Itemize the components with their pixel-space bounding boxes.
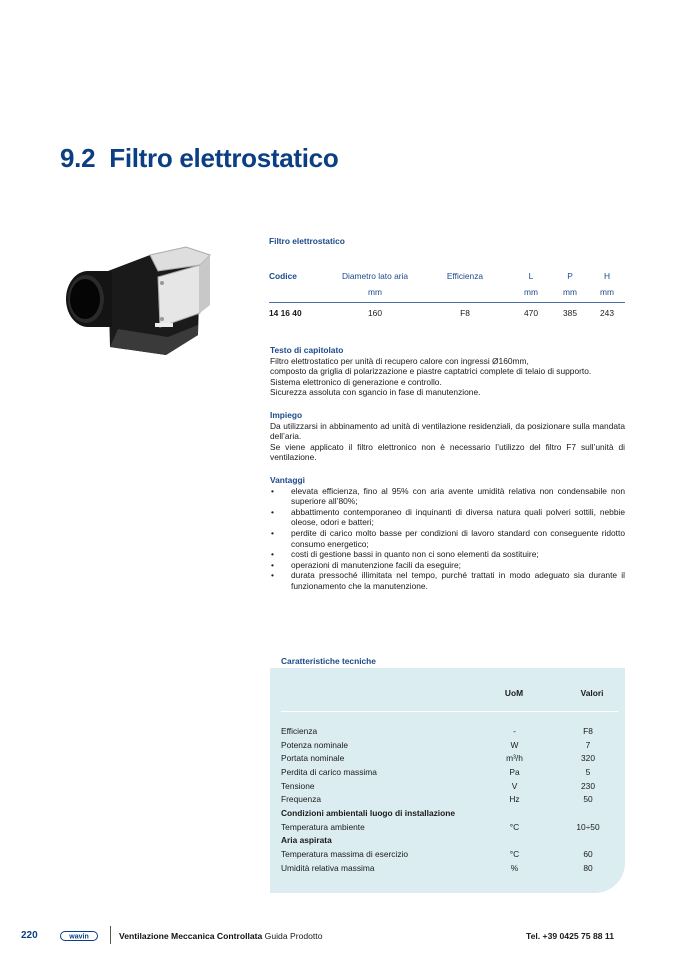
tech-value: 5: [585, 766, 591, 777]
list-item: • operazioni di manutenzione facili da eseguire;: [270, 560, 625, 571]
tech-value: 50: [583, 794, 593, 805]
tech-uom: Hz: [509, 794, 520, 805]
list-item: • perdite di carico molto basse per condizioni di lavoro standard con conseguente ridotto consumo energetico;: [270, 528, 625, 549]
cell-p: 385: [563, 308, 577, 318]
tech-label: Efficienza: [281, 725, 318, 736]
unit-codice: [269, 287, 331, 303]
tech-value: 320: [581, 753, 595, 764]
list-item: • costi di gestione bassi in quanto non ci sono elementi da sostituire;: [270, 549, 625, 560]
impiego-heading: Impiego: [270, 410, 303, 420]
capitolato-line: composto da griglia di polarizzazione e piastre captatrici complete di telaio di supporto.: [270, 366, 592, 377]
footer-title: [119, 931, 322, 941]
table-row: [281, 861, 618, 875]
unit-diametro: mm: [331, 287, 419, 303]
tech-label: Portata nominale: [281, 753, 345, 764]
header-l: L: [528, 271, 534, 281]
tech-section-label: Aria aspirata: [281, 835, 332, 846]
product-photo: [58, 243, 216, 365]
tech-uom: m³/h: [506, 753, 523, 764]
tech-label: Perdita di carico massima: [281, 766, 377, 777]
table-row: [281, 779, 618, 793]
tech-uom: %: [510, 862, 519, 873]
code-table-header: [269, 265, 625, 287]
tech-uom: Pa: [509, 766, 520, 777]
tech-uom: W: [510, 739, 519, 750]
capitolato-line: Sistema elettronico di generazione e controllo.: [270, 376, 442, 387]
tech-uom: V: [511, 780, 518, 791]
footer-title-rest: Guida Prodotto: [264, 931, 323, 941]
table-row: [281, 847, 618, 861]
table-row: [269, 303, 625, 324]
table-section-row: [281, 834, 618, 848]
tech-section-label: Condizioni ambientali luogo di installazione: [281, 807, 456, 818]
tech-label: Temperatura ambiente: [281, 821, 365, 832]
capitolato-line: Filtro elettrostatico per unità di recupero calore con ingressi Ø160mm,: [270, 355, 529, 366]
chapter-name: Filtro elettrostatico: [109, 143, 339, 173]
list-item: • durata pressoché illimitata nel tempo, purché trattati in modo adeguato sia durante il funzionamento che la manutenzione.: [270, 570, 625, 591]
table-row: [281, 751, 618, 765]
header-h: H: [603, 271, 611, 281]
tech-label: Potenza nominale: [281, 739, 349, 750]
chapter-number: 9.2: [60, 143, 96, 173]
cell-efficienza: F8: [460, 308, 470, 318]
tech-value: 10÷50: [576, 821, 600, 832]
header-diametro: Diametro lato aria: [341, 271, 409, 281]
tech-label: Tensione: [281, 780, 315, 791]
tech-divider: [281, 711, 618, 712]
tech-label: Temperatura massima di esercizio: [281, 849, 409, 860]
unit-p: mm: [551, 287, 589, 303]
capitolato-line: Sicurezza assoluta con sgancio in fase di manutenzione.: [270, 387, 481, 398]
table-row: [281, 820, 618, 834]
header-codice: Codice: [269, 271, 297, 281]
impiego-section: [270, 410, 625, 463]
capitolato-section: [270, 345, 625, 398]
impiego-paragraph: Da utilizzarsi in abbinamento ad unità di ventilazione residenziali, da posizionare sulla mandata dell’aria.: [270, 420, 625, 442]
vantaggi-section: [270, 475, 625, 592]
page-number: 220: [21, 930, 38, 941]
capitolato-heading: Testo di capitolato: [270, 345, 344, 355]
tech-value: 230: [581, 780, 595, 791]
cell-l: 470: [524, 308, 538, 318]
code-table-units: [269, 287, 625, 303]
tech-header-uom: UoM: [504, 688, 524, 698]
vantaggi-heading: Vantaggi: [270, 475, 305, 485]
footer-divider: [110, 926, 111, 944]
unit-h: mm: [589, 287, 625, 303]
table-row: [281, 724, 618, 738]
vantaggi-list: [270, 486, 625, 592]
tech-value: F8: [583, 725, 593, 736]
tech-header-valori: Valori: [580, 688, 604, 698]
table-row: [281, 765, 618, 779]
footer-phone: Tel. +39 0425 75 88 11: [526, 931, 615, 941]
logo-text: wavin: [69, 933, 89, 941]
cell-codice: 14 16 40: [269, 308, 302, 318]
product-title: Filtro elettrostatico: [269, 236, 345, 246]
footer-title-bold: Ventilazione Meccanica Controllata: [119, 931, 263, 941]
header-p: P: [567, 271, 573, 281]
tech-title: Caratteristiche tecniche: [281, 656, 376, 666]
tech-label: Frequenza: [281, 794, 322, 805]
cell-diametro: 160: [368, 308, 382, 318]
tech-uom: °C: [509, 821, 520, 832]
impiego-paragraph: Se viene applicato il filtro elettronico non è necessario l’utilizzo del filtro F7 sull’unità di ventilazione.: [270, 441, 625, 463]
tech-label: Umidità relativa massima: [281, 862, 375, 873]
cell-h: 243: [600, 308, 614, 318]
tech-value: 80: [583, 862, 593, 873]
unit-l: mm: [511, 287, 551, 303]
tech-value: 7: [585, 739, 591, 750]
table-row: [281, 738, 618, 752]
tech-value: 60: [583, 849, 593, 860]
table-section-row: [281, 806, 618, 820]
tech-uom: -: [513, 725, 516, 736]
list-item: • abbattimento contemporaneo di inquinanti di diversa natura quali polveri sottili, nebbie oleose, odori e batteri;: [270, 507, 625, 528]
wavin-logo: [60, 931, 98, 941]
chapter-title: [60, 143, 338, 174]
table-row: [281, 792, 618, 806]
product-code-table: [269, 265, 625, 323]
list-item: • elevata efficienza, fino al 95% con aria avente umidità relativa non condensabile non superiore all’80%;: [270, 486, 625, 507]
unit-efficienza: [419, 287, 511, 303]
header-efficienza: Efficienza: [446, 271, 484, 281]
tech-table: [281, 724, 618, 875]
tech-uom: °C: [509, 849, 520, 860]
